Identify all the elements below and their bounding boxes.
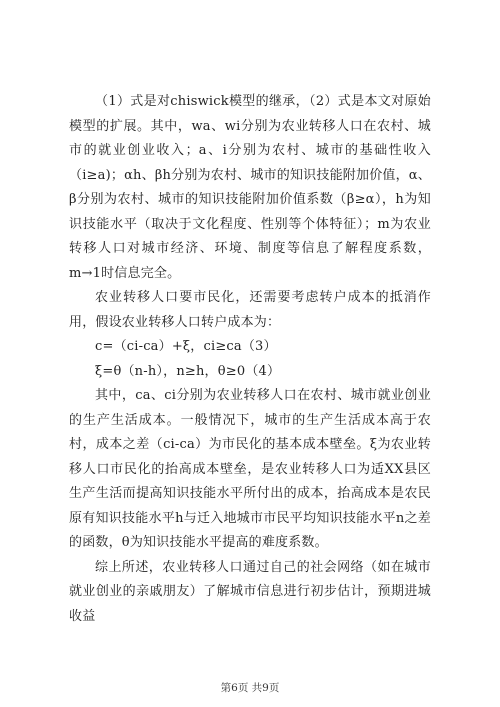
formula-4: ξ=θ（n-h），n≥h，θ≥0（4）	[95, 363, 281, 379]
formula-3: c=（ci-ca）+ξ，ci≥ca（3）	[95, 339, 277, 354]
page-footer: 第6页 共9页	[220, 682, 280, 694]
paragraph-summary: 综上所述，农业转移人口通过自己的社会网络（如在城市就业创业的亲戚朋友）了解城市信息进行初步估计，预期进城收益	[69, 559, 431, 624]
document-body	[69, 90, 431, 629]
paragraph-model-explanation: （1）式是对chiswick模型的继承，（2）式是本文对原始模型的扩展。其中，wa、wi分别为农业转移人口在农村、城市的就业创业收入；a、i分别为农村、城市的基础性收入（i≥a)；αh、βh分别为农村、城市的知识技能附加价值，α、β分别为农村、城市的知识技能附加价值系数（β≥α），h为知识技能水平（取决于文化程度、性别等个体特征）；m为农业转移人口对城市经济、环境、制度等信息了解程度系数，m→1时信息完全。	[69, 94, 431, 281]
paragraph-transfer-cost-intro: 农业转移人口要市民化，还需要考虑转户成本的抵消作用，假设农业转移人口转户成本为：	[69, 290, 431, 330]
paragraph-cost-explanation: 其中，ca、ci分别为农业转移人口在农村、城市就业创业的生产生活成本。一般情况下，城市的生产生活成本高于农村，成本之差（ci-ca）为市民化的基本成本壁垒。ξ为农业转移人口市民化的抬高成本壁垒，是农业转移人口为适XX县区生产生活而提高知识技能水平所付出的成本，抬高成本是农民原有知识技能水平h与迁入地城市市民平均知识技能水平n之差的函数，θ为知识技能水平提高的难度系数。	[69, 388, 431, 550]
